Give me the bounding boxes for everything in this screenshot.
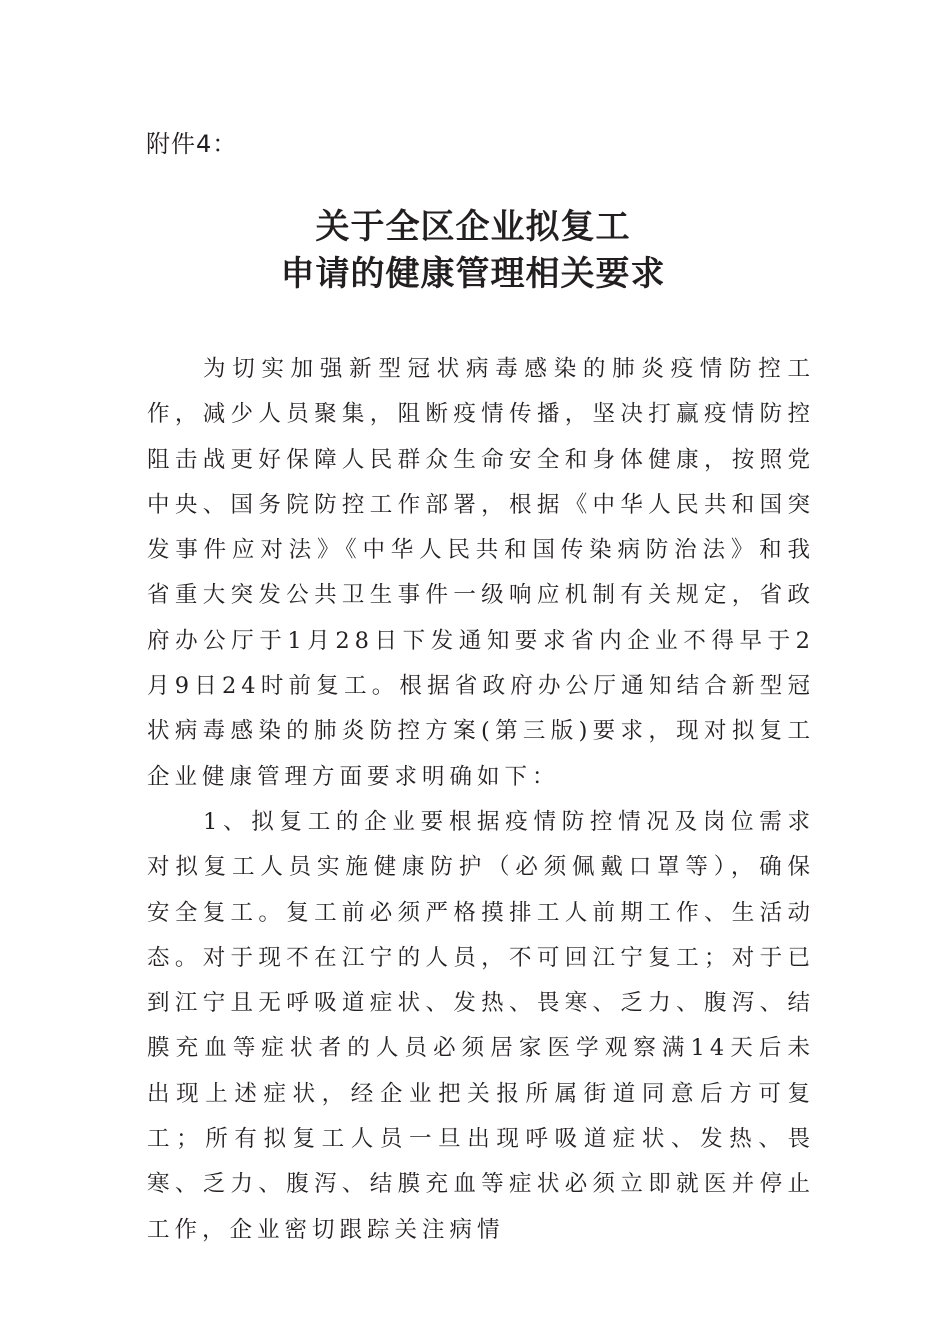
document-title-line-1: 关于全区企业拟复工 bbox=[315, 207, 631, 247]
body-paragraph-intro: 为切实加强新型冠状病毒感染的肺炎疫情防控工作，减少人员聚集，阻断疫情传播，坚决打赢疫情防控阻击战更好保障人民群众生命安全和身体健康，按照党中央、国务院防控工作部署，根据《中华人民共和国突发事件应对法》《中华人民共和国传染病防治法》和我省重大突发公共卫生事件一级响应机制有关规定，省政府办公厅于1月28日下发通知要求省内企业不得早于2月9日24时前复工。根据省政府办公厅通知结合新型冠状病毒感染的肺炎防控方案(第三版)要求，现对拟复工企业健康管理方面要求明确如下： bbox=[147, 356, 815, 790]
attachment-label: 附件4： bbox=[146, 130, 238, 158]
document-body bbox=[147, 347, 815, 1253]
document-title-line-2: 申请的健康管理相关要求 bbox=[280, 254, 666, 294]
body-paragraph-item-1: 1、拟复工的企业要根据疫情防控情况及岗位需求对拟复工人员实施健康防护（必须佩戴口罩等），确保安全复工。复工前必须严格摸排工人前期工作、生活动态。对于现不在江宁的人员，不可回江宁复工；对于已到江宁且无呼吸道症状、发热、畏寒、乏力、腹泻、结膜充血等症状者的人员必须居家医学观察满14天后未出现上述症状，经企业把关报所属街道同意后方可复工；所有拟复工人员一旦出现呼吸道症状、发热、畏寒、乏力、腹泻、结膜充血等症状必须立即就医并停止工作，企业密切跟踪关注病情 bbox=[147, 808, 815, 1243]
